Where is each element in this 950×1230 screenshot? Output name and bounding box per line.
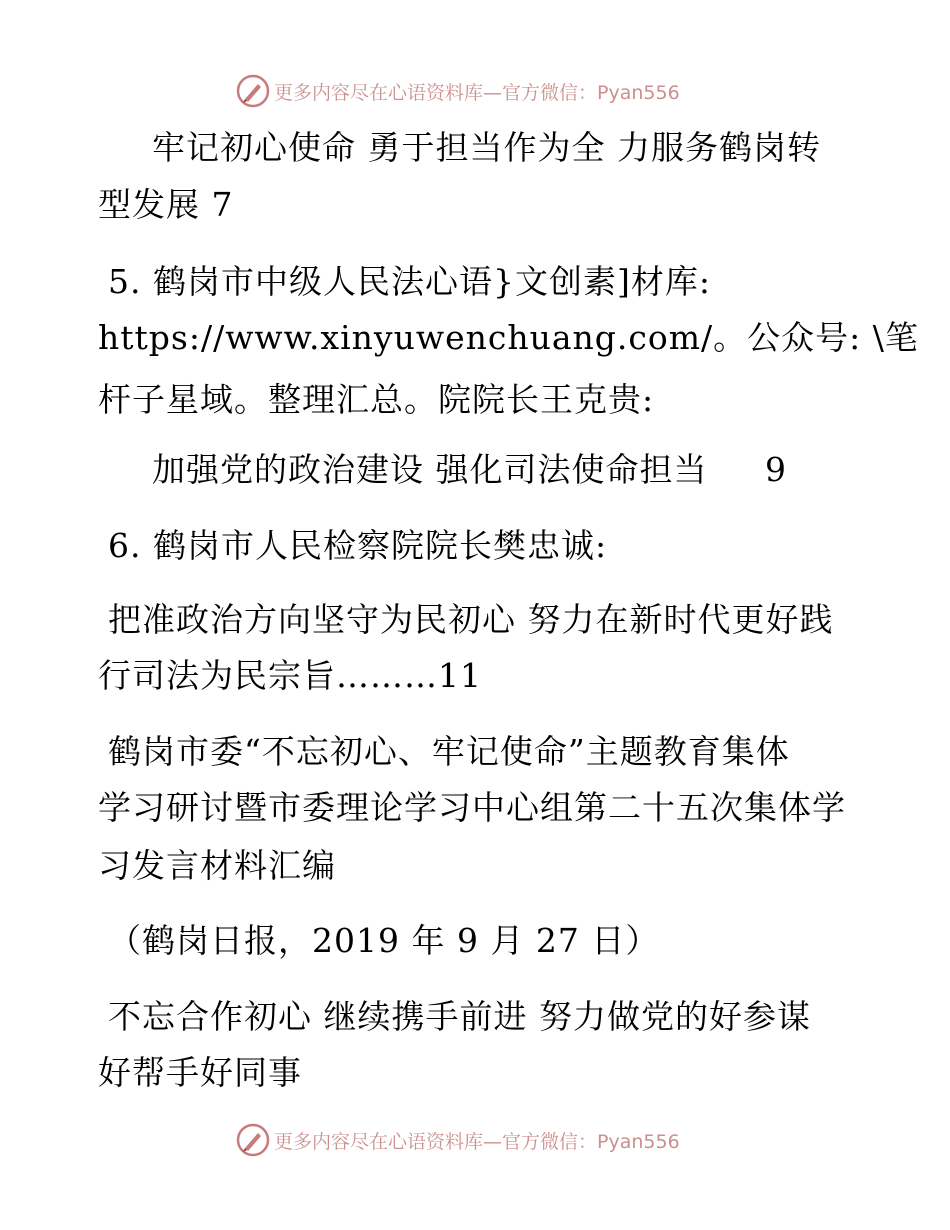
text-line-15: 好帮手好同事 (98, 1053, 302, 1092)
text-line-11: 学习研讨暨市委理论学习中心组第二十五次集体学 (98, 788, 846, 827)
text-line-4: https://www.xinyuwenchuang.com/。公众号: \笔 (98, 318, 919, 357)
text-line-8: 把准政治方向坚守为民初心 努力在新时代更好践 (108, 600, 834, 639)
text-line-7: 6. 鹤岗市人民检察院院长樊忠诚: (108, 526, 608, 565)
text-line-5: 杆子星域。整理汇总。院院长王克贵: (98, 380, 655, 419)
text-line-6: 加强党的政治建设 强化司法使命担当 9 (152, 450, 787, 489)
watermark-text: 更多内容尽在心语资料库—官方微信：Pyan556 (274, 1130, 680, 1153)
header-watermark (236, 73, 680, 109)
text-line-1: 牢记初心使命 勇于担当作为全 力服务鹤岗转 (152, 128, 821, 167)
text-line-13: （鹤岗日报，2019 年 9 月 27 日） (108, 921, 660, 960)
text-line-9: 行司法为民宗旨………11 (98, 656, 482, 695)
watermark-text: 更多内容尽在心语资料库—官方微信：Pyan556 (274, 81, 680, 104)
text-line-12: 习发言材料汇编 (98, 846, 336, 885)
text-line-3: 5. 鹤岗市中级人民法心语}文创素]材库: (108, 262, 711, 301)
text-line-14: 不忘合作初心 继续携手前进 努力做党的好参谋 (108, 997, 811, 1036)
text-line-2: 型发展 7 (98, 185, 234, 224)
text-line-10: 鹤岗市委“不忘初心、牢记使命”主题教育集体 (108, 732, 790, 771)
pen-logo-icon (236, 74, 270, 108)
pen-logo-icon (236, 1123, 270, 1157)
footer-watermark (236, 1122, 680, 1158)
